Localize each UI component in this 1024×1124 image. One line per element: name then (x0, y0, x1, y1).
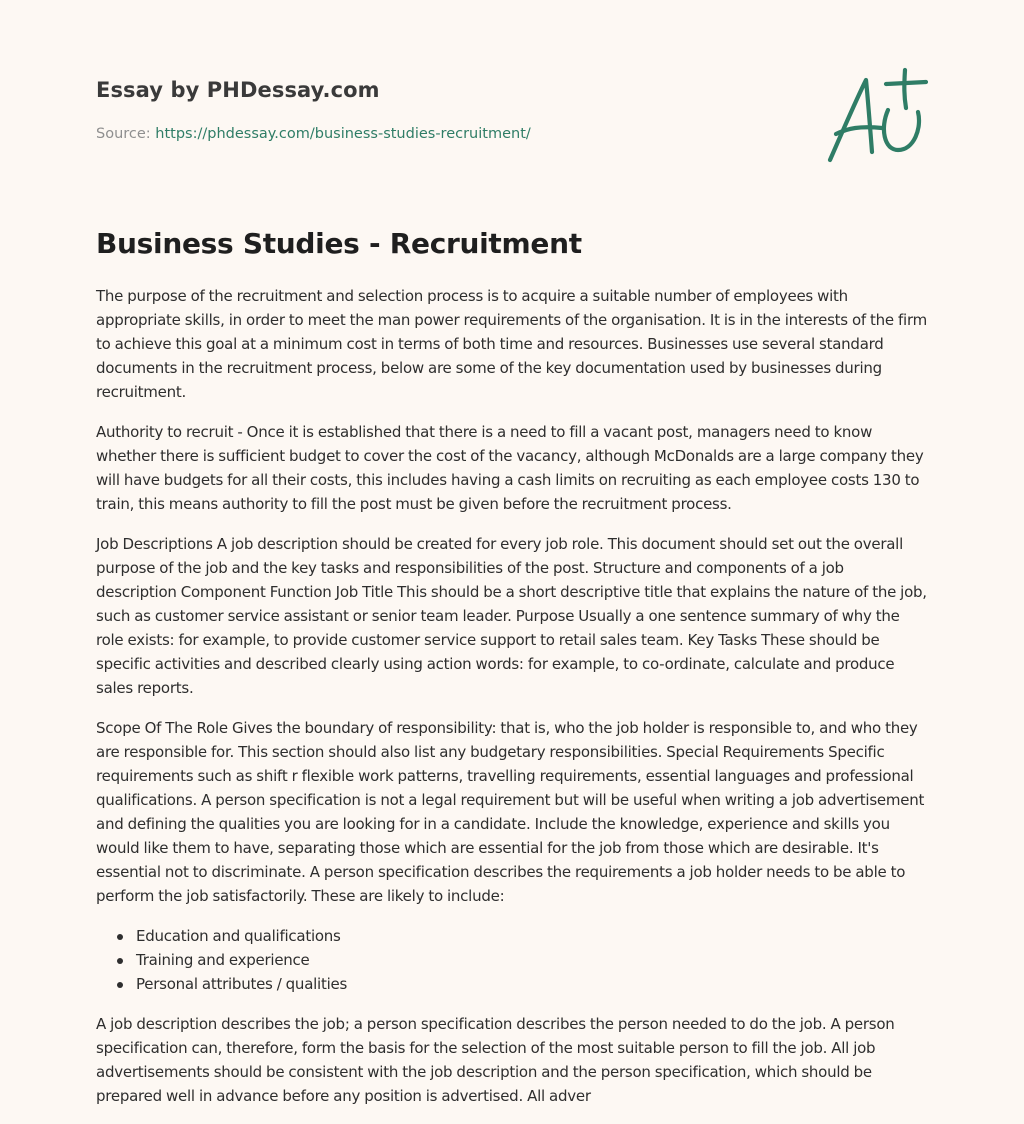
article-title: Business Studies - Recruitment (96, 227, 582, 260)
a-plus-logo-icon (822, 66, 928, 166)
paragraph: Scope Of The Role Gives the boundary of responsibility: that is, who the job holder is responsible to, and who they are responsible for. This section should also list any budgetary responsibilities. Special Requirements Specific requirements such as shift r flexible work patterns, travelling requirements, essential languages and professional qualifications. A person specification is not a legal requirement but will be useful when writing a job advertisement and defining the qualities you are looking for in a candidate. Include the knowledge, experience and skills you would like them to have, separating those which are essential for the job from those which are desirable. It's essential not to discriminate. A person specification describes the requirements a job holder needs to be able to perform the job satisfactorily. These are likely to include: (96, 719, 925, 905)
source-link[interactable]: https://phdessay.com/business-studies-recruitment/ (155, 126, 531, 142)
site-brand: Essay by PHDessay.com (96, 78, 380, 102)
page-header (96, 76, 796, 144)
list-item: Education and qualifications (136, 924, 928, 948)
source-label: Source: (96, 126, 151, 142)
paragraph: A job description describes the job; a person specification describes the person needed to do the job. A person specification can, therefore, form the basis for the selection of the most suitable person to fill the job. All job advertisements should be consistent with the job description and the person specification, which should be prepared well in advance before any position is advertised. All adver (96, 1015, 895, 1105)
paragraph: The purpose of the recruitment and selection process is to acquire a suitable number of employees with appropriate skills, in order to meet the man power requirements of the organisation. It is in the interests of the firm to achieve this goal at a minimum cost in terms of both time and resources. Businesses use several standard documents in the recruitment process, below are some of the key documentation used by businesses during recruitment. (96, 287, 927, 401)
paragraph: Authority to recruit - Once it is established that there is a need to fill a vacant post, managers need to know whether there is sufficient budget to cover the cost of the vacancy, although McDonalds are a large company they will have budgets for all their costs, this includes having a cash limits on recruiting as each employee costs 130 to train, this means authority to fill the post must be given before the recruitment process. (96, 423, 924, 513)
paragraph: Job Descriptions A job description should be created for every job role. This document should set out the overall purpose of the job and the key tasks and responsibilities of the post. Structure and components of a job description Component Function Job Title This should be a short descriptive title that explains the nature of the job, such as customer service assistant or senior team leader. Purpose Usually a one sentence summary of why the role exists: for example, to provide customer service support to retail sales team. Key Tasks These should be specific activities and described clearly using action words: for example, to co-ordinate, calculate and produce sales reports. (96, 535, 927, 697)
list-item: Training and experience (136, 948, 928, 972)
article-body (96, 284, 928, 1124)
source-line (96, 124, 796, 144)
bullet-list (96, 924, 928, 996)
list-item: Personal attributes / qualities (136, 972, 928, 996)
